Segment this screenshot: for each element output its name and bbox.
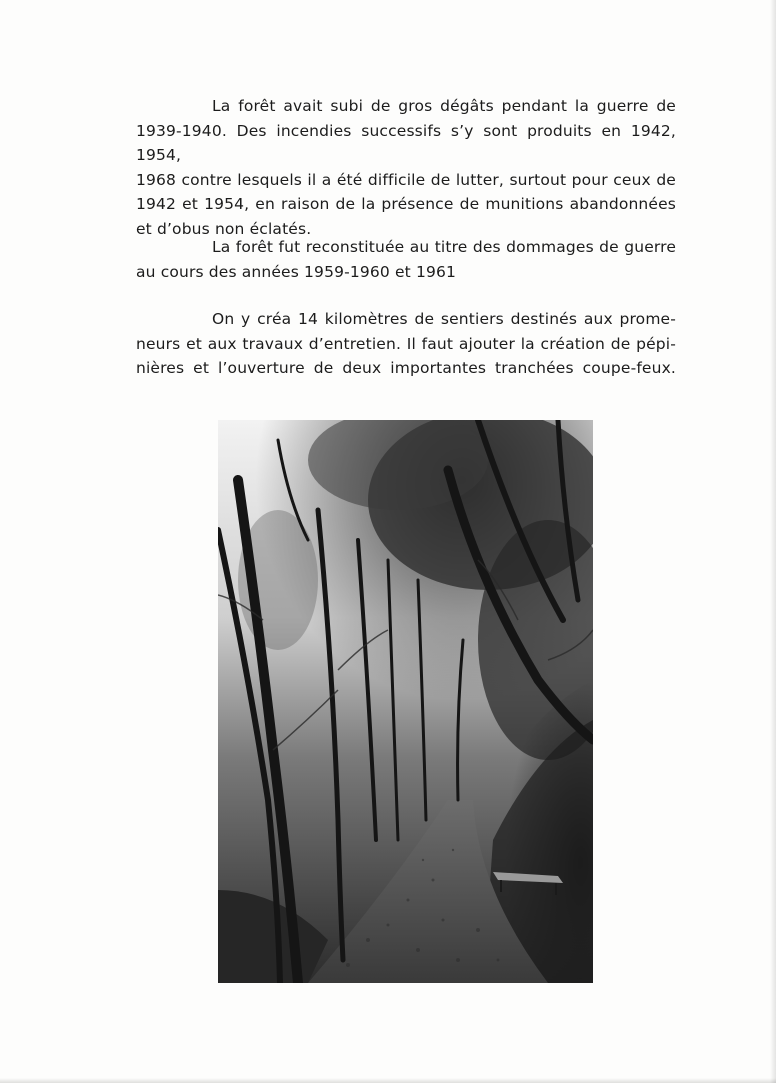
paragraph-line: La forêt avait subi de gros dégâts pendant la guerre de [212,97,676,115]
page-edge-shadow [0,1078,776,1083]
paragraph-line: La forêt fut reconstituée au titre des dommages de guerre [212,238,676,256]
paragraph-line: On y créa 14 kilomètres de sentiers destinés aux prome- [212,310,676,328]
paragraph-reconstitution [136,235,676,284]
paragraph-line: et d’obus non éclatés. [136,219,312,238]
paragraph-paths [136,307,676,381]
paragraph-line: au cours des années 1959-1960 et 1961 [136,262,456,281]
paragraph-line: neurs et aux travaux d’entretien. Il faut ajouter la création de pépi- [136,334,676,353]
page-edge-shadow [770,0,776,1083]
paragraph-line: 1968 contre lesquels il a été difficile de lutter, surtout pour ceux de [136,170,676,189]
paragraph-line: 1939-1940. Des incendies successifs s’y sont produits en 1942, 1954, [136,121,676,164]
forest-path-photo [218,420,593,983]
paragraph-line: nières et l’ouverture de deux importantes tranchées coupe-feux. [136,359,676,377]
paragraph-line: 1942 et 1954, en raison de la présence de munitions abandonnées [136,195,676,213]
paragraph-forest-damage [136,94,676,241]
forest-path-photo-drawing [218,420,593,983]
